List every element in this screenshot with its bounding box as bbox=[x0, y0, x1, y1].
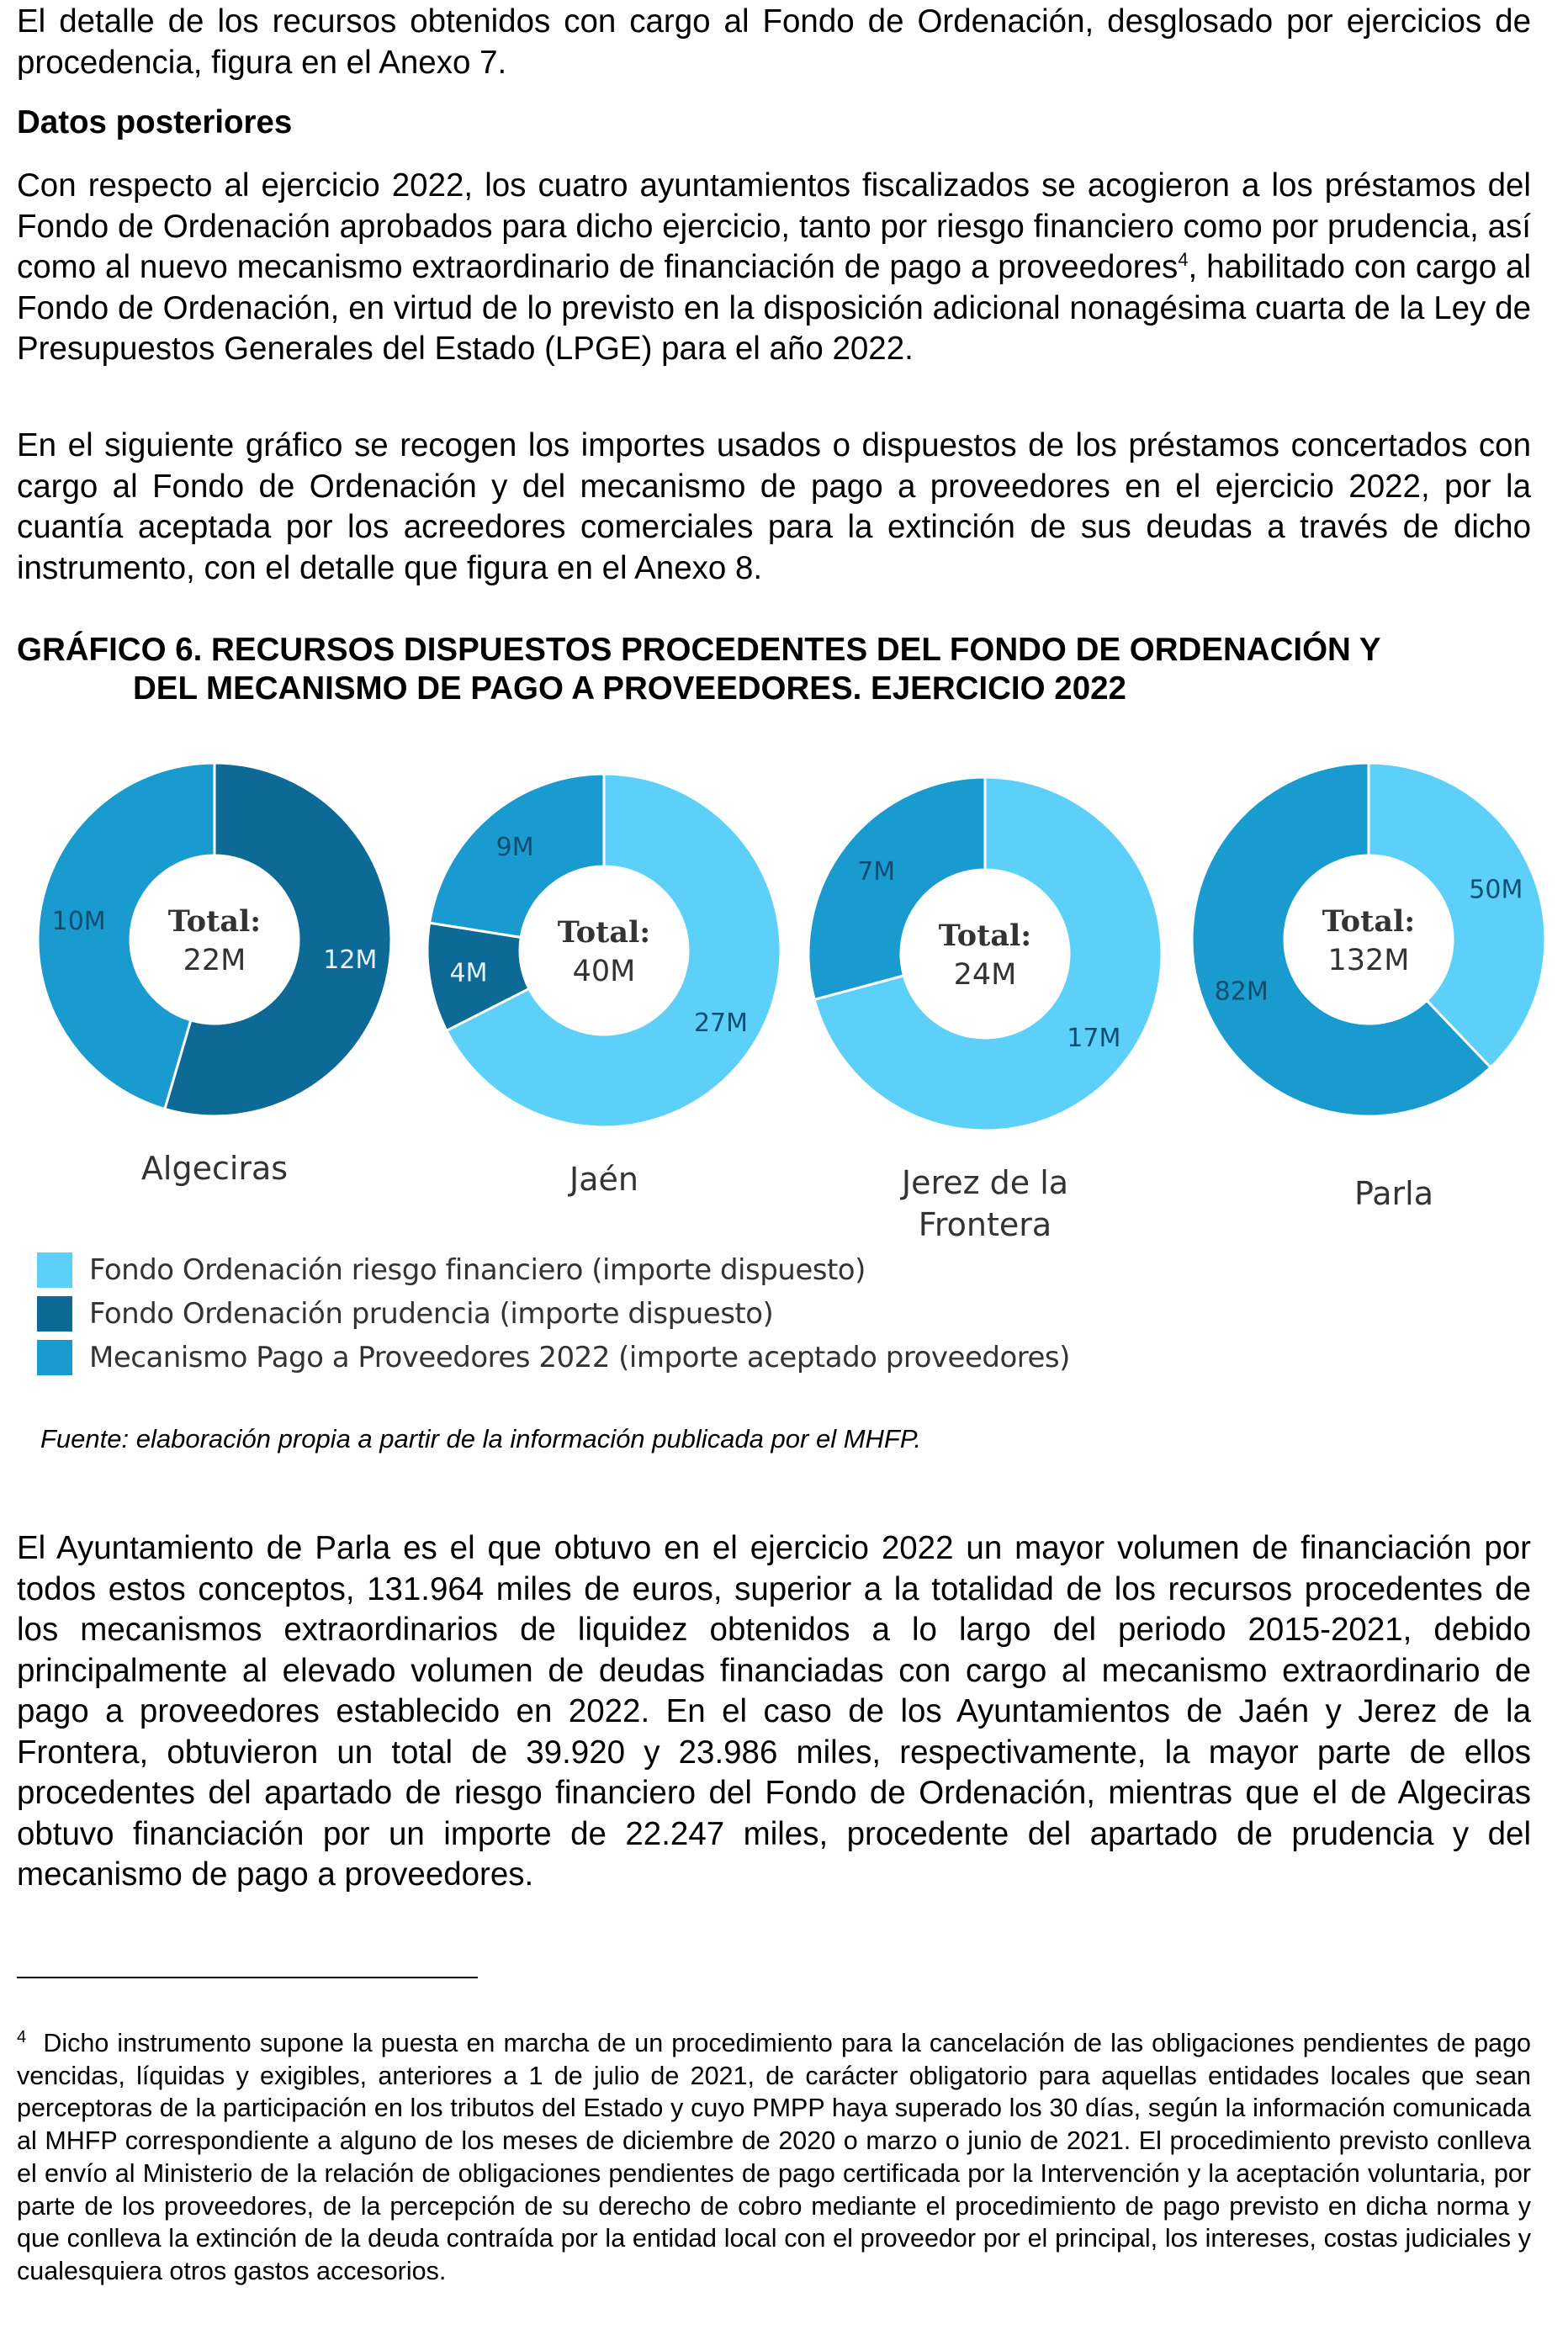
donut-total-label: Total: bbox=[167, 904, 262, 939]
donut-city-label: Parla bbox=[1354, 1175, 1433, 1212]
slice-value-label: 50M bbox=[1469, 875, 1523, 905]
donut-city-label: Frontera bbox=[918, 1206, 1052, 1243]
legend-label: Fondo Ordenación prudencia (importe dispuesto) bbox=[89, 1297, 774, 1331]
paragraph-grafico-intro: En el siguiente gráfico se recogen los importes usados o dispuestos de los préstamos concertados con cargo al Fondo de Ordenación y del mecanismo de pago a proveedores en el ejercicio 2022, por la cuantía aceptada por los acreedores comerciales para la extinción de sus deudas a través de dicho instrumento, con el detalle que figura en el Anexo 8. bbox=[17, 427, 1531, 586]
figure-source: Fuente: elaboración propia a partir de la información publicada por el MHFP. bbox=[40, 1424, 922, 1453]
donut-total-value: 24M bbox=[953, 958, 1017, 992]
legend-swatch bbox=[37, 1296, 72, 1332]
legend-label: Fondo Ordenación riesgo financiero (importe dispuesto) bbox=[89, 1253, 866, 1287]
donut-city-label: Algeciras bbox=[140, 1150, 289, 1187]
slice-value-label: 7M bbox=[857, 856, 896, 887]
paragraph-parla: El Ayuntamiento de Parla es el que obtuvo en el ejercicio 2022 un mayor volumen de financiación por todos estos conceptos, 131.964 miles de euros, superior a la totalidad de los recursos procedentes de los mecanismos extraordinarios de liquidez obtenidos a lo largo del periodo 2015-2021, debido principalmente al elevado volumen de deudas financiadas con cargo al mecanismo extraordinario de pago a proveedores establecido en 2022. En el caso de los Ayuntamientos de Jaén y Jerez de la Frontera, obtuvieron un total de 39.920 y 23.986 miles, respectivamente, la mayor parte de ellos procedentes del apartado de riesgo financiero del Fondo de Ordenación, mientras que el de Algeciras obtuvo financiación por un importe de 22.247 miles, procedente del apartado de prudencia y del mecanismo de pago a proveedores. bbox=[17, 1530, 1531, 1893]
legend-swatch bbox=[37, 1252, 72, 1288]
figure-title-line-1: GRÁFICO 6. RECURSOS DISPUESTOS PROCEDENTES DEL FONDO DE ORDENACIÓN Y bbox=[17, 632, 1381, 668]
legend-label: Mecanismo Pago a Proveedores 2022 (importe aceptado proveedores) bbox=[89, 1341, 1070, 1374]
donut-total-label: Total: bbox=[557, 915, 651, 950]
donut-total-value: 132M bbox=[1327, 944, 1410, 977]
legend-item bbox=[37, 1248, 1070, 1292]
footnote bbox=[17, 2027, 1531, 2288]
footnote-divider bbox=[17, 1977, 478, 1978]
slice-value-label: 10M bbox=[51, 906, 106, 936]
slice-value-label: 27M bbox=[693, 1009, 749, 1039]
legend-swatch bbox=[37, 1340, 72, 1375]
footnote-number: 4 bbox=[17, 2027, 27, 2046]
slice-value-label: 17M bbox=[1067, 1024, 1121, 1054]
paragraph-text: , habilitado con cargo al Fondo de Ordenación, en virtud de lo previsto en la disposición adicional nonagésima cuarta de la Ley de Presupuestos Generales del Estado (LPGE) para el año 2022. bbox=[17, 249, 1532, 367]
figure-title bbox=[17, 631, 1381, 708]
slice-value-label: 9M bbox=[495, 833, 534, 863]
legend-item bbox=[37, 1336, 1070, 1379]
donut-city-label: Jaén bbox=[569, 1161, 638, 1198]
footnote-text: Dicho instrumento supone la puesta en marcha de un procedimiento para la cancelación de las obligaciones pendientes de pago vencidas, líquidas y exigibles, anteriores a 1 de julio de 2021, de carácter obligatorio para aquellas entidades locales que sean perceptoras de la participación en los tributos del Estado y cuyo PMPP haya superado los 30 días, según la información comunicada al MHFP correspondiente a alguno de los meses de diciembre de 2020 o marzo o junio de 2021. El procedimiento previsto conlleva el envío al Ministerio de la relación de obligaciones pendientes de pago certificada por la Intervención y la aceptación voluntaria, por parte de los proveedores, de la percepción de su derecho de cobro mediante el procedimiento de pago previsto en dicha norma y que conlleva la extinción de la deuda contraída por la entidad local con el proveedor por el principal, los intereses, costas judiciales y cualesquiera otros gastos accesorios. bbox=[17, 2029, 1531, 2285]
slice-value-label: 4M bbox=[449, 958, 488, 988]
donut-total-value: 40M bbox=[572, 955, 636, 988]
slice-value-label: 12M bbox=[323, 945, 378, 976]
footnote-ref[interactable]: 4 bbox=[1178, 249, 1189, 271]
paragraph-text: Con respecto al ejercicio 2022, los cuatro ayuntamientos fiscalizados se acogieron a los préstamos del Fondo de Ordenación aprobados para dicho ejercicio, tanto por riesgo financiero como por prudencia, así como al nuevo mecanismo extraordinario de financiación de pago a proveedores bbox=[17, 167, 1531, 285]
donut-total-label: Total: bbox=[1322, 904, 1416, 939]
chart-legend bbox=[37, 1248, 1070, 1379]
donut-total-label: Total: bbox=[938, 919, 1032, 953]
legend-item bbox=[37, 1292, 1070, 1336]
section-heading: Datos posteriores bbox=[17, 104, 293, 140]
donut-total-value: 22M bbox=[183, 944, 246, 977]
paragraph-anexo7: El detalle de los recursos obtenidos con cargo al Fondo de Ordenación, desglosado por ejercicios de procedencia, figura en el Anexo 7. bbox=[17, 3, 1531, 81]
figure-title-line-2: DEL MECANISMO DE PAGO A PROVEEDORES. EJERCICIO 2022 bbox=[133, 670, 1126, 707]
donut-city-label: Jerez de la bbox=[901, 1164, 1069, 1201]
slice-value-label: 82M bbox=[1214, 977, 1269, 1007]
paragraph-ejercicio-2022 bbox=[17, 166, 1531, 370]
